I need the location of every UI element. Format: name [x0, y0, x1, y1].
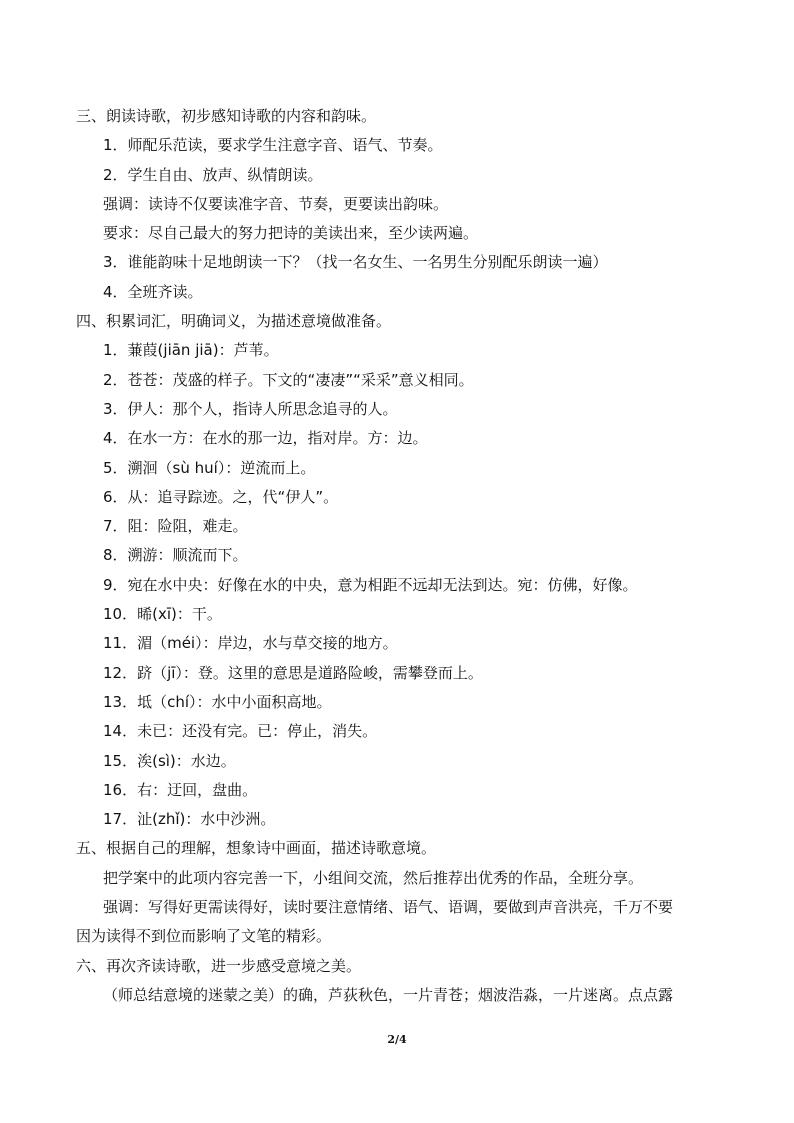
vocab-item: 9．宛在水中央：好像在水的中央，意为相距不远却无法到达。宛：仿佛，好像。	[103, 575, 638, 594]
list-item: 3．谁能韵味十足地朗读一下？（找一名女生、一名男生分别配乐朗读一遍）	[103, 253, 608, 272]
vocab-item: 7．阻：险阻，难走。	[103, 517, 248, 536]
paragraph-continuation: 因为读得不到位而影响了文笔的精彩。	[76, 927, 332, 946]
section-heading-6: 六、再次齐读诗歌，进一步感受意境之美。	[76, 956, 362, 975]
vocab-item: 12．跻（jī）：登。这里的意思是道路险峻，需攀登而上。	[103, 663, 483, 682]
emphasis-note: 强调：读诗不仅要读准字音、节奏，更要读出韵味。	[103, 194, 449, 213]
emphasis-note: 强调：写得好更需读得好，读时要注意情绪、语气、语调，要做到声音洪亮，千万不要	[103, 898, 674, 917]
requirement-note: 要求：尽自己最大的努力把诗的美读出来，至少读两遍。	[103, 224, 479, 243]
section-heading-4: 四、积累词汇，明确词义，为描述意境做准备。	[76, 312, 392, 331]
vocab-item: 2．苍苍：茂盛的样子。下文的“凄凄”“采采”意义相同。	[103, 370, 474, 389]
vocab-item: 13．坻（chí）：水中小面积高地。	[103, 692, 332, 711]
vocab-item: 15．涘(sì)：水边。	[103, 751, 236, 770]
paragraph: （师总结意境的迷蒙之美）的确，芦荻秋色，一片青苍；烟波浩淼，一片迷离。点点露	[103, 985, 674, 1004]
list-item: 4．全班齐读。	[103, 282, 203, 301]
list-item: 2．学生自由、放声、纵情朗读。	[103, 165, 323, 184]
section-heading-3: 三、朗读诗歌，初步感知诗歌的内容和韵味。	[76, 107, 377, 125]
section-heading-5: 五、根据自己的理解，想象诗中画面，描述诗歌意境。	[76, 839, 437, 858]
vocab-item: 17．沚(zhǐ)：水中沙洲。	[103, 810, 276, 829]
list-item: 1．师配乐范读，要求学生注意字音、语气、节奏。	[103, 136, 443, 155]
vocab-item: 5．溯洄（sù huí）：逆流而上。	[103, 458, 316, 477]
vocab-item: 14．未已：还没有完。已：停止，消失。	[103, 722, 378, 741]
vocab-item: 4．在水一方：在水的那一边，指对岸。方：边。	[103, 429, 428, 448]
document-body	[76, 102, 726, 1010]
page-number: 2/4	[387, 1033, 407, 1046]
vocab-item: 16．右：迂回，盘曲。	[103, 780, 258, 799]
vocab-item: 1．蒹葭(jiān jiā)：芦苇。	[103, 341, 279, 360]
vocab-item: 10．晞(xī)：干。	[103, 605, 222, 624]
paragraph: 把学案中的此项内容完善一下，小组间交流，然后推荐出优秀的作品，全班分享。	[103, 868, 644, 887]
vocab-item: 8．溯游：顺流而下。	[103, 546, 248, 565]
vocab-item: 6．从：追寻踪迹。之，代“伊人”。	[103, 487, 339, 506]
vocab-item: 3．伊人：那个人，指诗人所思念追寻的人。	[103, 399, 398, 418]
vocab-item: 11．湄（méi）：岸边，水与草交接的地方。	[103, 634, 398, 653]
